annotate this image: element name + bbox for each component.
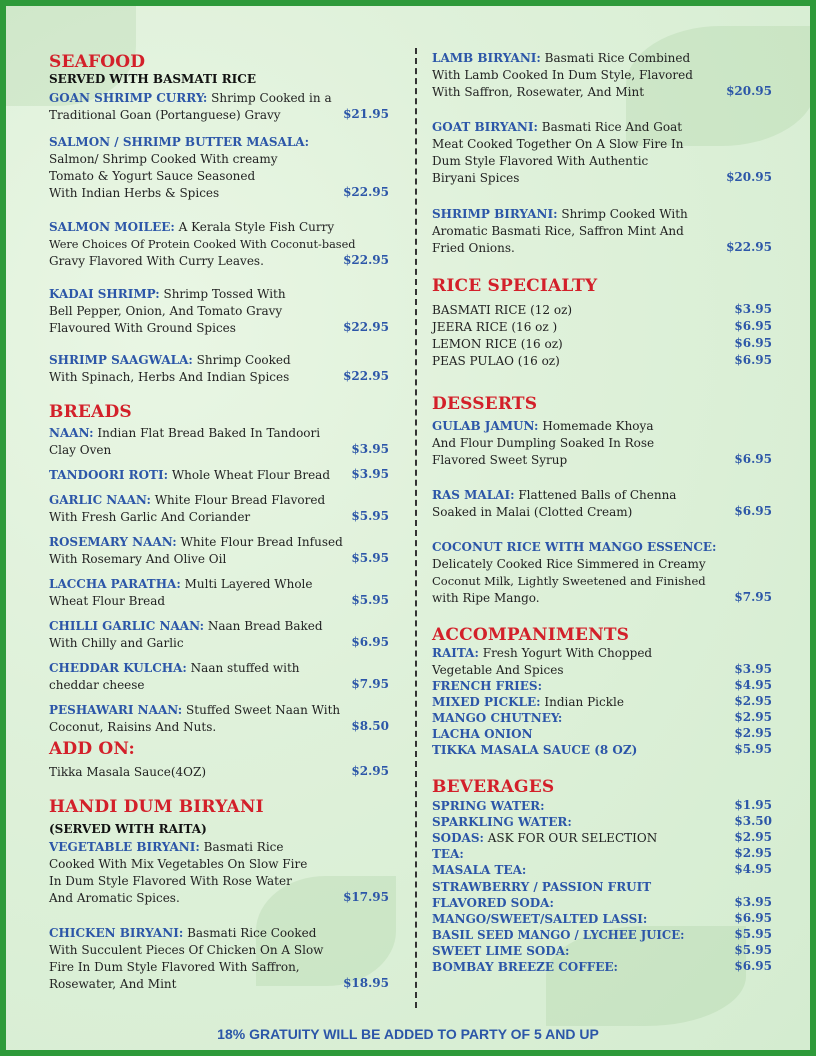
item-desc: Delicately Cooked Rice Simmered in Creamy <box>432 557 706 571</box>
item-name: SPRING WATER: <box>432 799 545 813</box>
item-name: SHRIMP SAAGWALA: <box>49 353 193 367</box>
item-desc: Homemade Khoya <box>538 419 654 433</box>
item-price: $17.95 <box>343 890 389 904</box>
item-name: COCONUT RICE WITH MANGO ESSENCE: <box>432 540 717 554</box>
column-divider <box>415 48 417 1008</box>
item-name: SODAS: <box>432 831 484 845</box>
list-item <box>432 911 647 927</box>
item-desc: Basmati Rice Combined <box>540 51 691 65</box>
list-item: LEMON RICE (16 oz) <box>432 337 563 351</box>
list-item <box>432 895 554 911</box>
item-name: SALMON / SHRIMP BUTTER MASALA: <box>49 135 310 149</box>
menu-item <box>49 425 389 459</box>
item-name: BASIL SEED MANGO / LYCHEE JUICE: <box>432 928 685 942</box>
item-name: TANDOORI ROTI: <box>49 468 169 482</box>
item-price: $2.95 <box>734 710 772 724</box>
item-desc: With Chilly and Garlic <box>49 636 184 650</box>
item-name: VEGETABLE BIRYANI: <box>49 840 200 854</box>
list-item: BASMATI RICE (12 oz) <box>432 303 573 317</box>
item-desc: ASK FOR OUR SELECTION <box>483 831 658 845</box>
item-desc: Shrimp Cooked in a <box>207 91 332 105</box>
item-price: $3.95 <box>351 442 389 456</box>
item-name: SWEET LIME SODA: <box>432 944 570 958</box>
item-desc: Meat Cooked Together On A Slow Fire In <box>432 137 684 151</box>
item-desc: Vegetable And Spices <box>432 663 564 677</box>
item-name: CHEDDAR KULCHA: <box>49 661 187 675</box>
item-name: BOMBAY BREEZE COFFEE: <box>432 960 618 974</box>
item-name: GOAN SHRIMP CURRY: <box>49 91 208 105</box>
item-desc: With Saffron, Rosewater, And Mint <box>432 85 645 99</box>
item-price: $20.95 <box>726 84 772 98</box>
list-item <box>432 798 545 814</box>
list-item <box>432 830 657 846</box>
item-name: RAS MALAI: <box>432 488 515 502</box>
item-desc: With Indian Herbs & Spices <box>49 186 220 200</box>
item-name: NAAN: <box>49 426 94 440</box>
item-desc: Soaked in Malai (Clotted Cream) <box>432 505 633 519</box>
list-item <box>432 742 637 758</box>
item-name: SHRIMP BIRYANI: <box>432 207 558 221</box>
item-desc: Rosewater, And Mint <box>49 977 177 991</box>
item-desc: With Spinach, Herbs And Indian Spices <box>49 370 290 384</box>
item-desc: Naan Bread Baked <box>204 619 323 633</box>
item-price: $7.95 <box>351 677 389 691</box>
item-price: $22.95 <box>343 185 389 199</box>
item-desc: cheddar cheese <box>49 678 145 692</box>
item-desc: Shrimp Tossed With <box>159 287 286 301</box>
menu-item <box>49 702 389 736</box>
list-item <box>432 943 569 959</box>
item-price: $22.95 <box>343 253 389 267</box>
section-title-rice: RICE SPECIALTY <box>432 276 598 296</box>
item-name: SPARKLING WATER: <box>432 815 572 829</box>
item-desc: Coconut Milk, Lightly Sweetened and Finished <box>432 574 706 588</box>
menu-item <box>49 660 389 694</box>
list-item <box>432 927 684 943</box>
item-desc: Were Choices Of Protein Cooked With Coconut-based <box>49 238 356 251</box>
list-item <box>432 879 651 895</box>
item-price: $6.95 <box>734 452 772 466</box>
item-price: $8.50 <box>351 719 389 733</box>
item-price: $6.95 <box>734 959 772 973</box>
item-name: STRAWBERRY / PASSION FRUIT <box>432 880 652 894</box>
item-desc: With Lamb Cooked In Dum Style, Flavored <box>432 68 693 82</box>
section-subtitle-biryani: (SERVED WITH RAITA) <box>49 822 207 836</box>
item-desc: Cooked With Mix Vegetables On Slow Fire <box>49 857 308 871</box>
list-item <box>432 862 526 878</box>
item-price: $5.95 <box>351 551 389 565</box>
item-desc: Basmati Rice Cooked <box>183 926 317 940</box>
item-name: MANGO/SWEET/SALTED LASSI: <box>432 912 648 926</box>
item-price: $6.95 <box>734 353 772 367</box>
item-name: TIKKA MASALA SAUCE (8 OZ) <box>432 743 638 757</box>
item-name: FRENCH FRIES: <box>432 679 543 693</box>
item-price: $3.95 <box>734 302 772 316</box>
menu-item <box>49 352 389 386</box>
item-price: $20.95 <box>726 170 772 184</box>
item-desc: Indian Pickle <box>540 695 624 709</box>
item-price: $22.95 <box>726 240 772 254</box>
item-desc: In Dum Style Flavored With Rose Water <box>49 874 292 888</box>
item-desc: Aromatic Basmati Rice, Saffron Mint And <box>432 224 684 238</box>
item-desc: Salmon/ Shrimp Cooked With creamy <box>49 152 278 166</box>
item-desc: Shrimp Cooked With <box>557 207 688 221</box>
item-name: LACCHA PARATHA: <box>49 577 181 591</box>
item-desc: with Ripe Mango. <box>432 591 540 605</box>
item-price: $2.95 <box>734 694 772 708</box>
item-name: GARLIC NAAN: <box>49 493 151 507</box>
item-price: $22.95 <box>343 320 389 334</box>
item-desc: Indian Flat Bread Baked In Tandoori <box>93 426 321 440</box>
item-name: GULAB JAMUN: <box>432 419 539 433</box>
item-name: MASALA TEA: <box>432 863 527 877</box>
item-price: $4.95 <box>734 862 772 876</box>
item-name: CHICKEN BIRYANI: <box>49 926 184 940</box>
item-name: SALMON MOILEE: <box>49 220 175 234</box>
menu-item <box>49 90 389 124</box>
menu-item <box>49 576 389 610</box>
item-price: $21.95 <box>343 107 389 121</box>
item-desc: With Fresh Garlic And Coriander <box>49 510 251 524</box>
item-name: FLAVORED SODA: <box>432 896 554 910</box>
item-name: KADAI SHRIMP: <box>49 287 160 301</box>
item-desc: Dum Style Flavored With Authentic <box>432 154 649 168</box>
item-name: RAITA: <box>432 646 479 660</box>
item-desc: With Succulent Pieces Of Chicken On A Slow <box>49 943 324 957</box>
list-item <box>432 959 618 975</box>
item-price: $6.95 <box>734 336 772 350</box>
item-name: PESHAWARI NAAN: <box>49 703 183 717</box>
item-price: $6.95 <box>734 911 772 925</box>
item-name: GOAT BIRYANI: <box>432 120 538 134</box>
item-desc: Wheat Flour Bread <box>49 594 166 608</box>
item-price: $3.95 <box>734 662 772 676</box>
section-subtitle-seafood: SERVED WITH BASMATI RICE <box>49 72 256 86</box>
item-price: $3.95 <box>734 895 772 909</box>
item-desc: With Rosemary And Olive Oil <box>49 552 227 566</box>
list-item <box>432 814 572 830</box>
item-desc: Tomato & Yogurt Sauce Seasoned <box>49 169 256 183</box>
item-price: $6.95 <box>351 635 389 649</box>
menu-item <box>49 618 389 652</box>
item-name: LAMB BIRYANI: <box>432 51 541 65</box>
list-item <box>432 710 562 726</box>
item-price: $2.95 <box>734 846 772 860</box>
item-desc: Biryani Spices <box>432 171 520 185</box>
item-desc: Basmati Rice <box>199 840 284 854</box>
item-desc: Whole Wheat Flour Bread <box>168 468 331 482</box>
addon-item: Tikka Masala Sauce(4OZ) <box>49 765 207 779</box>
item-price: $5.95 <box>734 943 772 957</box>
menu-item <box>49 467 389 484</box>
gratuity-notice: 18% GRATUITY WILL BE ADDED TO PARTY OF 5 AND UP <box>217 1026 599 1042</box>
item-desc: Flattened Balls of Chenna <box>514 488 677 502</box>
item-desc: Multi Layered Whole <box>180 577 313 591</box>
menu-item <box>49 534 389 568</box>
item-desc: Fire In Dum Style Flavored With Saffron, <box>49 960 300 974</box>
item-price: $2.95 <box>351 764 389 778</box>
item-desc: Stuffed Sweet Naan With <box>182 703 341 717</box>
item-price: $6.95 <box>734 504 772 518</box>
item-price: $4.95 <box>734 678 772 692</box>
list-item: JEERA RICE (16 oz ) <box>432 320 558 334</box>
item-price: $7.95 <box>734 590 772 604</box>
item-name: TEA: <box>432 847 464 861</box>
item-name: MANGO CHUTNEY: <box>432 711 563 725</box>
section-title-breads: BREADS <box>49 402 132 422</box>
item-name: LACHA ONION <box>432 727 533 741</box>
menu-item <box>49 492 389 526</box>
item-desc: A Kerala Style Fish Curry <box>174 220 335 234</box>
item-price: $5.95 <box>351 509 389 523</box>
item-desc: Flavoured With Ground Spices <box>49 321 236 335</box>
item-desc: Clay Oven <box>49 443 112 457</box>
item-desc: Flavored Sweet Syrup <box>432 453 568 467</box>
item-price: $18.95 <box>343 976 389 990</box>
item-price: $22.95 <box>343 369 389 383</box>
list-item <box>432 846 464 862</box>
item-price: $3.95 <box>351 467 389 481</box>
item-desc: Coconut, Raisins And Nuts. <box>49 720 217 734</box>
item-desc: Basmati Rice And Goat <box>537 120 683 134</box>
item-price: $5.95 <box>734 927 772 941</box>
section-title-desserts: DESSERTS <box>432 394 538 414</box>
item-price: $5.95 <box>734 742 772 756</box>
list-item: PEAS PULAO (16 oz) <box>432 354 560 368</box>
item-desc: Bell Pepper, Onion, And Tomato Gravy <box>49 304 283 318</box>
item-name: ROSEMARY NAAN: <box>49 535 177 549</box>
item-price: $5.95 <box>351 593 389 607</box>
list-item <box>432 726 533 742</box>
section-title-biryani: HANDI DUM BIRYANI <box>49 797 264 817</box>
item-desc: Traditional Goan (Portanguese) Gravy <box>49 108 281 122</box>
menu-item <box>49 134 389 202</box>
menu-item <box>49 839 389 907</box>
item-price: $3.50 <box>734 814 772 828</box>
item-desc: Shrimp Cooked <box>192 353 291 367</box>
item-price: $2.95 <box>734 830 772 844</box>
item-desc: Fried Onions. <box>432 241 515 255</box>
item-price: $1.95 <box>734 798 772 812</box>
item-desc: White Flour Bread Flavored <box>150 493 326 507</box>
item-desc: And Flour Dumpling Soaked In Rose <box>432 436 655 450</box>
item-desc: Fresh Yogurt With Chopped <box>478 646 653 660</box>
list-item <box>432 694 624 710</box>
item-price: $2.95 <box>734 726 772 740</box>
section-title-seafood: SEAFOOD <box>49 52 146 72</box>
menu-item <box>49 286 389 337</box>
item-desc: And Aromatic Spices. <box>49 891 180 905</box>
item-price: $6.95 <box>734 319 772 333</box>
section-title-accompaniments: ACCOMPANIMENTS <box>432 625 630 645</box>
list-item <box>432 678 542 694</box>
item-name: MIXED PICKLE: <box>432 695 541 709</box>
section-title-beverages: BEVERAGES <box>432 777 555 797</box>
menu-item <box>49 925 389 993</box>
item-desc: Naan stuffed with <box>186 661 300 675</box>
item-desc: Gravy Flavored With Curry Leaves. <box>49 254 264 268</box>
item-name: CHILLI GARLIC NAAN: <box>49 619 205 633</box>
section-title-addon: ADD ON: <box>49 739 136 759</box>
item-desc: White Flour Bread Infused <box>176 535 343 549</box>
